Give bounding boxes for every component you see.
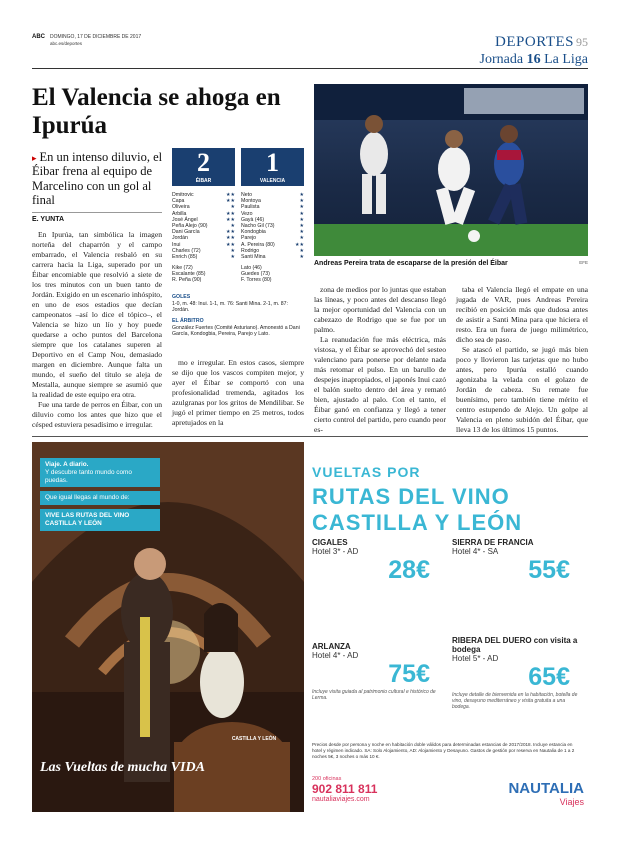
player-name: Dani García xyxy=(172,229,200,236)
jornada-number: 16 xyxy=(526,52,541,67)
ad-offer-panel xyxy=(304,442,588,812)
ad-fine-print: Precios desde por persona y noche en habitación doble válidos para determinadas estancias de 2017/2018. Incluye estancia en hotel y régimen indicado. SA: Solo Alojamiento, AD: Alojamiento y Desayuno. Gastos de gestión por reserva en Nautalia de 1 a 2 noches 5€, 3 noches o más 10 €. xyxy=(312,742,575,759)
ad-phone-number[interactable]: 902 811 811 xyxy=(312,782,378,796)
away-score: 1 xyxy=(241,148,304,186)
rating-stars-icon: ★★ xyxy=(226,241,235,248)
lineup-player xyxy=(241,254,304,260)
ad-contact[interactable]: 200 oficinas 902 811 811 nautaliaviajes.com xyxy=(312,776,378,803)
byline-divider xyxy=(32,212,162,213)
offer-cigales[interactable]: CIGALES Hotel 3* - AD 28€ xyxy=(312,538,442,585)
rating-stars-icon: ★ xyxy=(299,229,304,236)
ad-website-link[interactable]: nautaliaviajes.com xyxy=(312,796,370,803)
section-title: DEPORTES xyxy=(495,34,574,50)
player-name: Oliveira xyxy=(172,204,190,211)
player-name: Kondogbia xyxy=(241,229,266,236)
rating-stars-icon: ★ xyxy=(299,235,304,242)
home-team: ÉIBAR xyxy=(195,178,212,184)
offer-arlanza[interactable]: ARLANZA Hotel 4* - AD 75€ Incluye visita guiada al patrimonio cultural e histórico de Lerma. xyxy=(312,642,442,701)
referee-heading: EL ÁRBITRO xyxy=(172,318,204,324)
rating-stars-icon: ★ xyxy=(230,253,235,260)
lineup-substitute: Lato (46) xyxy=(241,265,262,272)
deck-bullet-icon: ▸ xyxy=(32,153,37,163)
header-divider xyxy=(32,68,588,69)
away-lineup xyxy=(241,192,304,284)
issue-date: DOMINGO, 17 DE DICIEMBRE DE 2017 xyxy=(50,34,142,40)
player-name: Paulista xyxy=(241,204,260,211)
player-name: Santi Mina xyxy=(241,253,266,260)
goals-heading: GOLES xyxy=(172,294,191,300)
rating-stars-icon: ★★ xyxy=(295,241,304,248)
player-name: José Ángel xyxy=(172,216,198,223)
referee-text: González Fuertes (Comité Asturiano). Amonestó a Dani García, Kondogbia, Pereira, Parejo y Lato. xyxy=(172,325,300,338)
byline: E. YUNTA xyxy=(32,216,65,223)
rating-stars-icon: ★ xyxy=(299,204,304,211)
player-name: Enrich (85) xyxy=(172,253,198,260)
player-name: Gayà (46) xyxy=(241,216,265,223)
jornada-label: Jornada 16 La Liga xyxy=(479,52,588,67)
player-name: Rodrigo xyxy=(241,247,260,254)
goals-text: 1-0, m. 48: Inui. 1-1, m. 76: Santi Mina. 2-1, m. 87: Jordán. xyxy=(172,301,288,314)
rating-stars-icon: ★ xyxy=(299,253,304,260)
rating-stars-icon: ★ xyxy=(299,192,304,198)
match-scorebox xyxy=(172,148,304,348)
ad-promo-text: Viaje. A diario. Y descubre tanto mundo como puedas. Que igual llegas al mundo de: VIVE LAS RUTAS DEL VINO CASTILLA Y LEÓN xyxy=(40,458,160,531)
page-number: 95 xyxy=(576,35,588,49)
player-name: Neto xyxy=(241,192,252,198)
rating-stars-icon: ★★ xyxy=(226,210,235,217)
rating-stars-icon: ★ xyxy=(230,204,235,211)
player-name: Inui xyxy=(172,241,181,248)
ad-subtitle: VUELTAS POR xyxy=(312,464,421,480)
page-header xyxy=(32,34,588,66)
offer-sierra-de-francia[interactable]: SIERRA DE FRANCIA Hotel 4* - SA 55€ xyxy=(452,538,582,585)
photo-caption: Andreas Pereira trata de escaparse de la presión del Éibar xyxy=(314,260,508,267)
rating-stars-icon: ★ xyxy=(230,247,235,254)
player-name: Montoya xyxy=(241,198,261,205)
rating-stars-icon: ★ xyxy=(230,222,235,229)
masthead-abc: ABC xyxy=(32,34,45,40)
nautalia-logo: NAUTALIA Viajes xyxy=(508,780,584,807)
vidalogo: Las Vueltas de mucha VIDA xyxy=(40,760,205,775)
lineup-substitute: F. Torres (80) xyxy=(241,277,272,284)
section-web: abc.es/deportes xyxy=(50,41,83,46)
article-column-1: En Ipurúa, tan simbólica la imagen norteña del chaparrón y el campo embarrado, el Valencia resbaló en su carrera hacia la Liga, superado por un Éibar encomiable que resolvió a siete de los tres minutos con un buen tanto de Jordán. Exigido en un escenario inhóspito, en uno de esos estadios que decían campeonatos –así lo dice el tópico–, el Valencia se hizo un lío y hoy puede quedarse a ocho puntos del Barcelona siempre que los catalanes superen al Deportivo en el Camp Nou, demasiado margen en diciembre. Aunque falta un mundo, el sueño del título se aleja de Mestalla, aunque siempre se asumió que la realidad de este equipo era otra. Fue una tarde de perros en Éibar, con un diluvio como los antes que hizo que el césped estuviera pesadísimo e irregular. xyxy=(32,230,162,429)
offer-price: 75€ xyxy=(388,660,430,688)
away-team: VALENCIA xyxy=(259,178,286,184)
player-name: Arbilla xyxy=(172,210,187,217)
article-deck: ▸ En un intenso diluvio, el Éibar frena al equipo de Marcelino con un gol al final xyxy=(32,150,163,208)
player-name: Jordán xyxy=(172,235,188,242)
player-name: Capa xyxy=(172,198,185,205)
rating-stars-icon: ★ xyxy=(299,216,304,223)
home-score: 2 xyxy=(172,148,235,186)
rating-stars-icon: ★★ xyxy=(226,235,235,242)
rating-stars-icon: ★ xyxy=(299,210,304,217)
player-name: Peña Alejo (90) xyxy=(172,222,208,229)
article-headline: El Valencia se ahoga en Ipurúa xyxy=(32,84,281,139)
lineup-player xyxy=(172,254,235,260)
article-column-2: mo e irregular. En estos casos, siempre se dijo que los vascos compiten mejor, y ayer el Éibar se comportó con una profesionalidad tremenda, agitados los azulgranas por los gritos de Mendilibar. Se jugó el primer tiempo en 25 metros, todos apretujados en la xyxy=(172,358,304,427)
match-photo-illustration xyxy=(314,84,588,256)
player-name: Parejo xyxy=(241,235,256,242)
rating-stars-icon: ★ xyxy=(299,247,304,254)
player-name: Nacho Gil (73) xyxy=(241,222,275,229)
rating-stars-icon: ★★ xyxy=(226,216,235,223)
ad-divider xyxy=(32,436,588,437)
rating-stars-icon: ★★ xyxy=(226,229,235,236)
player-name: A. Pereira (80) xyxy=(241,241,275,248)
article-column-3: zona de medios por lo juntas que estaban las líneas, y poco antes del descanso llegó la mejor oportunidad del Valencia con un cabezazo de Rodrigo que se fue por un palmo. La reanudación fue más eléctrica, más vistosa, y el Éibar se aprovechó del sesteo valenciano para ponerse por delante nada más retomar el pulso. En un barullo de despejes inapropiados, el japonés Inui cazó el balón suelto dentro del área y remató bien, ajustado al palo. Con el tanto, el Éibar ganó en confianza y llegó a tener cierto control del partido, pero cuando peor es- xyxy=(314,285,446,434)
offer-price: 28€ xyxy=(388,556,430,584)
lineup-substitute: Kike (72) xyxy=(172,265,193,272)
rating-stars-icon: ★★ xyxy=(226,198,235,205)
player-name: Charles (72) xyxy=(172,247,201,254)
rating-stars-icon: ★ xyxy=(299,198,304,205)
castilla-leon-logo: CASTILLA Y LEÓN xyxy=(231,736,277,742)
lineup-substitute: Guedes (73) xyxy=(241,271,270,278)
article-column-4: taba el Valencia llegó el empate en una jugada de VAR, pues Andreas Pereira recibió en posición más que dudosa antes de asistir a Santi Mina para que hiciera el resto. Era un fuera de juego milimétrico, dicho sea de paso. Se atascó el partido, se jugó más bien poco y llovieron las tarjetas que no hubo antes, pero Ipurúa estalló cuando agonizaba la velada con el golazo de Jordán de cabeza. Su remate fue buenísimo, pero también tiene mérito el centro estupendo de Alejo. Un golpe al Valencia en pleno subidón del Éibar, que lleva 13 de los últimos 15 puntos. xyxy=(456,285,588,434)
home-lineup xyxy=(172,192,235,284)
league-name: La Liga xyxy=(544,52,588,67)
photo-credit: EFE xyxy=(579,260,588,265)
rating-stars-icon: ★ xyxy=(299,222,304,229)
offer-price: 65€ xyxy=(528,663,570,691)
lineup-substitute: R. Peña (90) xyxy=(172,277,202,284)
ad-photo-panel xyxy=(32,442,304,812)
lineup-substitute: Escalante (85) xyxy=(172,271,206,278)
offer-ribera-del-duero[interactable]: RIBERA DEL DUERO con visita a bodega Hotel 5* - AD 65€ Incluye detalle de bienvenida en la habitación, botella de vino, desayuno mediterráneo y visita gratuita a una bodega. xyxy=(452,636,582,710)
rating-stars-icon: ★★ xyxy=(226,192,235,198)
player-name: Vezo xyxy=(241,210,253,217)
player-name: Dmitrovic xyxy=(172,192,194,198)
advertisement[interactable] xyxy=(32,442,588,812)
ad-title: RUTAS DEL VINO CASTILLA Y LEÓN xyxy=(312,484,523,535)
offer-price: 55€ xyxy=(528,556,570,584)
match-photo xyxy=(314,84,588,256)
